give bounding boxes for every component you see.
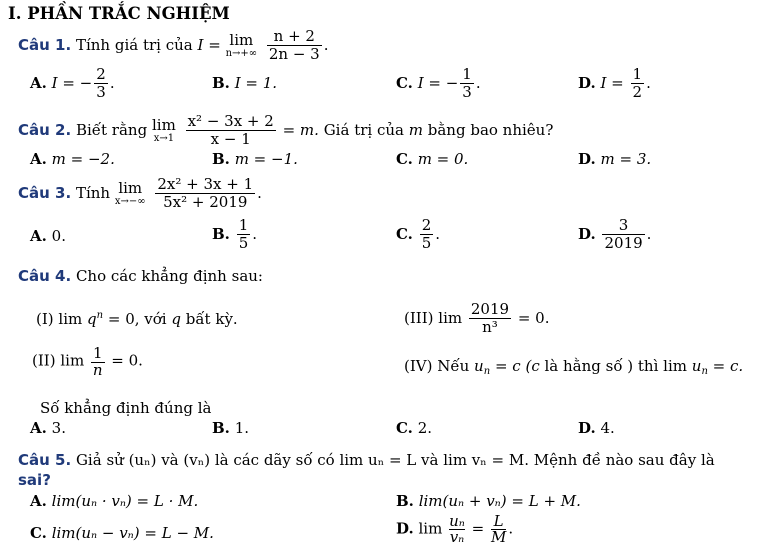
lim-word: lim: [151, 115, 176, 134]
option-fraction-2: [491, 514, 506, 545]
q5-option-b[interactable]: [396, 494, 581, 509]
question-2: [18, 113, 553, 149]
option-label: D.: [396, 519, 414, 538]
numerator: 1: [632, 65, 643, 83]
lim-word: lim: [58, 310, 83, 328]
lim-subscript: x→1: [153, 132, 175, 144]
q4-option-d[interactable]: [578, 421, 615, 436]
question-1: [18, 28, 329, 64]
lim-word: lim: [418, 519, 443, 538]
q1-option-d[interactable]: [578, 66, 651, 102]
option-label: C.: [396, 419, 413, 437]
section-title: I. PHẦN TRẮC NGHIỆM: [8, 4, 230, 23]
option-fraction: [420, 217, 434, 253]
q3-option-b[interactable]: [212, 217, 257, 253]
option-label: A.: [30, 492, 47, 510]
option-label: C.: [30, 524, 47, 542]
statement-4: [404, 359, 743, 377]
statement-rest: = 0, với: [103, 310, 167, 328]
statement-text4: = c.: [707, 357, 744, 375]
option-expr: 1.: [234, 419, 249, 437]
question-4-text: Cho các khẳng định sau:: [75, 267, 263, 285]
option-fraction: [449, 514, 465, 545]
q4-option-b[interactable]: [212, 421, 249, 436]
option-fraction: [631, 66, 645, 102]
equals: =: [203, 35, 226, 54]
option-expr: lim(uₙ − vₙ) = L − M.: [51, 524, 214, 542]
numerator: 2x² + 3x + 1: [157, 175, 254, 193]
option-label: C.: [396, 73, 413, 92]
question-3-fraction: [155, 176, 255, 212]
statement-2: [32, 345, 143, 378]
question-2-var: m: [408, 120, 423, 139]
question-2-text: Biết rằng: [75, 120, 148, 139]
statement-u: u: [691, 357, 702, 375]
q2-option-d[interactable]: [578, 152, 651, 167]
lim-subscript: n→+∞: [225, 47, 258, 59]
denominator: 2: [632, 83, 643, 102]
end-dot: .: [252, 224, 258, 243]
numerator: L: [491, 514, 506, 530]
option-label: C.: [396, 150, 413, 168]
numerator: 2: [421, 216, 432, 234]
end-dot: .: [475, 73, 481, 92]
end-dot: .: [508, 519, 514, 538]
statement-tail: bất kỳ.: [185, 310, 238, 328]
denominator: 5: [421, 234, 432, 253]
q1-option-b[interactable]: [212, 76, 277, 91]
option-expr: 4.: [600, 419, 615, 437]
q1-option-a[interactable]: [30, 66, 115, 102]
numerator: n + 2: [267, 28, 322, 46]
statement-3: [404, 301, 549, 337]
numerator: 3: [602, 217, 644, 235]
lim-word: lim: [438, 308, 463, 327]
option-label: D.: [578, 150, 596, 168]
end-dot: .: [435, 224, 441, 243]
question-3: [18, 176, 262, 212]
statement-var: q: [171, 310, 181, 328]
option-label: A.: [30, 419, 47, 437]
q3-option-c[interactable]: [396, 217, 440, 253]
option-expr: I =: [600, 73, 629, 92]
numerator: 1: [462, 65, 472, 83]
denominator: 3: [96, 83, 106, 102]
q4-option-a[interactable]: [30, 421, 66, 436]
option-label: B.: [212, 419, 230, 437]
statement-exponent: n: [96, 310, 104, 321]
option-expr: lim(uₙ + vₙ) = L + M.: [418, 492, 581, 510]
question-2-label: Câu 2.: [18, 120, 72, 139]
question-1-var: I: [197, 35, 204, 54]
question-4-label: Câu 4.: [18, 267, 72, 285]
denominator: 2019: [604, 234, 643, 253]
option-expr: 2.: [417, 419, 432, 437]
q5-option-a[interactable]: [30, 494, 198, 509]
option-expr: 3.: [51, 419, 66, 437]
option-label: B.: [212, 224, 230, 243]
option-label: D.: [578, 224, 596, 243]
lim-word: lim: [118, 178, 143, 197]
end-dot: .: [646, 224, 652, 243]
statement-tag: (II): [32, 351, 56, 370]
option-fraction: [602, 217, 644, 253]
option-expr: I = 1.: [234, 74, 278, 92]
option-expr: m = 0.: [417, 150, 469, 168]
option-label: A.: [30, 227, 47, 245]
numerator: 1: [238, 216, 249, 234]
statement-u: u: [474, 357, 484, 375]
question-1-limit: [225, 30, 258, 59]
denominator: n³: [482, 318, 498, 337]
q5-option-d[interactable]: [396, 514, 513, 545]
question-2-limit: [151, 115, 176, 144]
q2-option-a[interactable]: [30, 152, 115, 167]
option-label: D.: [578, 419, 596, 437]
statement-c: c: [531, 357, 540, 375]
statement-base: q: [87, 310, 97, 328]
question-5-text: Giả sử (uₙ) và (vₙ) là các dãy số có lim uₙ = L và lim vₙ = M. Mệnh đề nào sau đây là: [75, 451, 715, 469]
option-fraction: [460, 66, 474, 102]
statement-sub: n: [483, 366, 491, 377]
question-1-fraction: [267, 28, 322, 64]
statement-rest: = 0.: [513, 308, 550, 327]
numerator: 1: [92, 344, 103, 362]
option-label: B.: [212, 74, 230, 92]
question-2-eq: = m.: [277, 120, 319, 139]
numerator: 2: [96, 65, 106, 83]
option-label: A.: [30, 73, 47, 92]
denominator: vₙ: [449, 528, 465, 546]
option-expr: I = −: [417, 73, 459, 92]
equals: =: [466, 519, 489, 538]
option-expr: m = 3.: [600, 150, 652, 168]
question-4: [18, 269, 263, 284]
q2-option-c[interactable]: [396, 152, 468, 167]
question-3-label: Câu 3.: [18, 183, 72, 202]
option-fraction: [94, 66, 108, 102]
question-5-text-cont: sai?: [18, 471, 51, 489]
option-label: D.: [578, 73, 596, 92]
statement-fraction: [91, 345, 105, 378]
question-5-label: Câu 5.: [18, 451, 72, 469]
question-3-text: Tính: [75, 183, 111, 202]
numerator: x² − 3x + 2: [187, 112, 274, 130]
statement-tag: (III): [404, 308, 434, 327]
question-2-text2: Giá trị của: [323, 120, 404, 139]
question-1-text: Tính giá trị của: [75, 35, 193, 54]
question-4-ask: Số khẳng định đúng là: [40, 399, 212, 417]
denominator: 5x² + 2019: [163, 193, 248, 212]
denominator: x − 1: [210, 130, 251, 149]
statement-sub: n: [701, 366, 708, 377]
statement-text: Nếu: [437, 357, 470, 375]
option-fraction: [237, 217, 251, 253]
question-3-limit: [114, 178, 146, 207]
statement-text3: là hằng số ) thì lim: [544, 357, 687, 375]
q5-option-c[interactable]: [30, 526, 214, 541]
option-label: C.: [396, 224, 413, 243]
denominator: 5: [238, 234, 249, 253]
lim-word: lim: [60, 351, 85, 370]
option-expr: I = −: [51, 73, 93, 92]
statement-text2: = c (: [490, 357, 532, 375]
question-5: [18, 453, 715, 468]
statement-tag: (IV): [404, 357, 433, 375]
q3-option-a[interactable]: [30, 229, 66, 244]
option-expr: 0.: [51, 227, 66, 245]
question-1-label: Câu 1.: [18, 35, 72, 54]
statement-1: [36, 311, 238, 327]
end-dot: .: [646, 73, 651, 92]
option-label: B.: [212, 150, 230, 168]
end-dot: .: [257, 183, 262, 202]
lim-word: lim: [229, 30, 254, 49]
lim-subscript: x→−∞: [114, 195, 146, 207]
question-2-text3: bằng bao nhiêu?: [427, 120, 554, 139]
numerator: uₙ: [449, 512, 465, 530]
end-dot: .: [323, 35, 329, 54]
end-dot: .: [109, 73, 115, 92]
denominator: n: [92, 361, 103, 380]
statement-rest: = 0.: [106, 351, 143, 370]
denominator: M: [490, 528, 507, 546]
statement-tag: (I): [36, 310, 54, 328]
option-label: B.: [396, 492, 414, 510]
q4-option-c[interactable]: [396, 421, 432, 436]
option-expr: m = −2.: [51, 150, 115, 168]
q1-option-c[interactable]: [396, 66, 481, 102]
denominator: 3: [462, 83, 472, 102]
denominator: 2n − 3: [268, 45, 320, 64]
question-2-fraction: [186, 113, 276, 149]
option-label: A.: [30, 150, 47, 168]
statement-fraction: [469, 301, 511, 337]
option-expr: m = −1.: [234, 150, 298, 168]
q2-option-b[interactable]: [212, 152, 298, 167]
q3-option-d[interactable]: [578, 217, 651, 253]
numerator: 2019: [470, 300, 510, 318]
option-expr: lim(uₙ · vₙ) = L · M.: [51, 492, 199, 510]
